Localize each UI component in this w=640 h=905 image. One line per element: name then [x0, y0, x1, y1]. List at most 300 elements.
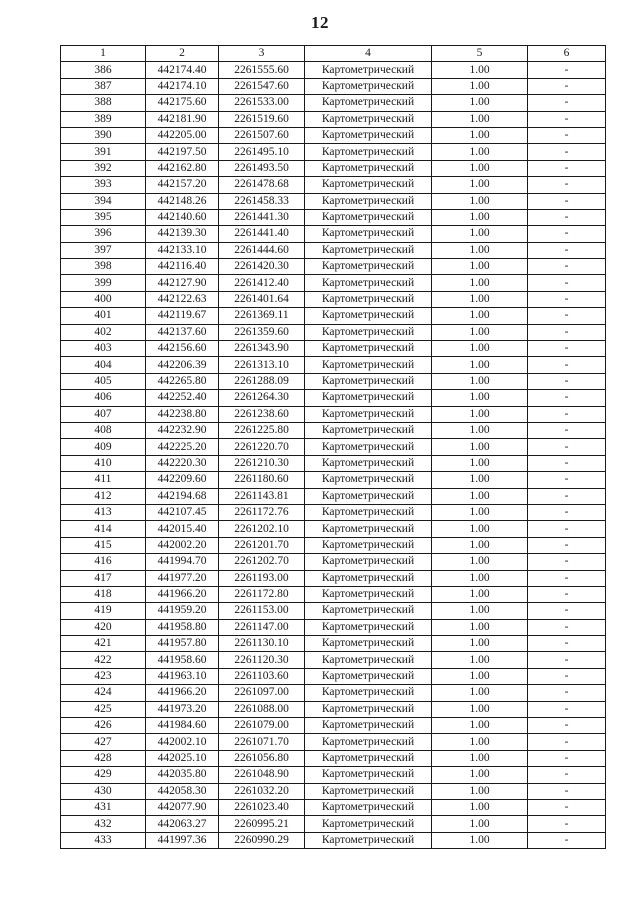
y-coordinate-cell: 2261493.50 — [219, 160, 305, 176]
accuracy-cell: 1.00 — [432, 390, 528, 406]
point-number-cell: 391 — [61, 144, 146, 160]
method-cell: Картометрический — [305, 111, 432, 127]
method-cell: Картометрический — [305, 718, 432, 734]
description-cell: - — [528, 422, 606, 438]
y-coordinate-cell: 2261507.60 — [219, 127, 305, 143]
method-cell: Картометрический — [305, 127, 432, 143]
table-row — [61, 603, 606, 619]
accuracy-cell: 1.00 — [432, 472, 528, 488]
method-cell: Картометрический — [305, 472, 432, 488]
x-coordinate-cell: 442116.40 — [146, 259, 219, 275]
description-cell: - — [528, 783, 606, 799]
x-coordinate-cell: 442194.68 — [146, 488, 219, 504]
x-coordinate-cell: 441984.60 — [146, 718, 219, 734]
method-cell: Картометрический — [305, 636, 432, 652]
table-row — [61, 160, 606, 176]
point-number-cell: 410 — [61, 455, 146, 471]
point-number-cell: 406 — [61, 390, 146, 406]
description-cell: - — [528, 816, 606, 832]
point-number-cell: 424 — [61, 685, 146, 701]
y-coordinate-cell: 2261519.60 — [219, 111, 305, 127]
point-number-cell: 416 — [61, 554, 146, 570]
point-number-cell: 395 — [61, 209, 146, 225]
description-cell: - — [528, 619, 606, 635]
point-number-cell: 403 — [61, 341, 146, 357]
y-coordinate-cell: 2261097.00 — [219, 685, 305, 701]
table-row — [61, 767, 606, 783]
x-coordinate-cell: 442252.40 — [146, 390, 219, 406]
method-cell: Картометрический — [305, 603, 432, 619]
accuracy-cell: 1.00 — [432, 78, 528, 94]
x-coordinate-cell: 442148.26 — [146, 193, 219, 209]
accuracy-cell: 1.00 — [432, 816, 528, 832]
description-cell: - — [528, 521, 606, 537]
x-coordinate-cell: 442157.20 — [146, 177, 219, 193]
point-number-cell: 414 — [61, 521, 146, 537]
table-row — [61, 783, 606, 799]
x-coordinate-cell: 442238.80 — [146, 406, 219, 422]
x-coordinate-cell: 441966.20 — [146, 685, 219, 701]
x-coordinate-cell: 442140.60 — [146, 209, 219, 225]
description-cell: - — [528, 488, 606, 504]
point-number-cell: 404 — [61, 357, 146, 373]
y-coordinate-cell: 2261172.76 — [219, 504, 305, 520]
y-coordinate-cell: 2261153.00 — [219, 603, 305, 619]
x-coordinate-cell: 442206.39 — [146, 357, 219, 373]
y-coordinate-cell: 2261202.70 — [219, 554, 305, 570]
accuracy-cell: 1.00 — [432, 652, 528, 668]
table-row — [61, 685, 606, 701]
table-row — [61, 472, 606, 488]
point-number-cell: 393 — [61, 177, 146, 193]
method-cell: Картометрический — [305, 406, 432, 422]
y-coordinate-cell: 2261103.60 — [219, 668, 305, 684]
y-coordinate-cell: 2261343.90 — [219, 341, 305, 357]
accuracy-cell: 1.00 — [432, 406, 528, 422]
point-number-cell: 423 — [61, 668, 146, 684]
method-cell: Картометрический — [305, 439, 432, 455]
accuracy-cell: 1.00 — [432, 291, 528, 307]
y-coordinate-cell: 2261420.30 — [219, 259, 305, 275]
method-cell: Картометрический — [305, 95, 432, 111]
description-cell: - — [528, 193, 606, 209]
description-cell: - — [528, 652, 606, 668]
x-coordinate-cell: 441958.80 — [146, 619, 219, 635]
method-cell: Картометрический — [305, 701, 432, 717]
table-row — [61, 439, 606, 455]
point-number-cell: 419 — [61, 603, 146, 619]
y-coordinate-cell: 2261143.81 — [219, 488, 305, 504]
y-coordinate-cell: 2261071.70 — [219, 734, 305, 750]
description-cell: - — [528, 127, 606, 143]
table-row — [61, 390, 606, 406]
description-cell: - — [528, 308, 606, 324]
point-number-cell: 415 — [61, 537, 146, 553]
description-cell: - — [528, 209, 606, 225]
accuracy-cell: 1.00 — [432, 144, 528, 160]
point-number-cell: 400 — [61, 291, 146, 307]
description-cell: - — [528, 472, 606, 488]
description-cell: - — [528, 62, 606, 78]
table-row — [61, 554, 606, 570]
y-coordinate-cell: 2261412.40 — [219, 275, 305, 291]
x-coordinate-cell: 442225.20 — [146, 439, 219, 455]
method-cell: Картометрический — [305, 144, 432, 160]
accuracy-cell: 1.00 — [432, 668, 528, 684]
description-cell: - — [528, 373, 606, 389]
accuracy-cell: 1.00 — [432, 685, 528, 701]
x-coordinate-cell: 442162.80 — [146, 160, 219, 176]
table-row — [61, 734, 606, 750]
method-cell: Картометрический — [305, 341, 432, 357]
accuracy-cell: 1.00 — [432, 586, 528, 602]
description-cell: - — [528, 390, 606, 406]
accuracy-cell: 1.00 — [432, 357, 528, 373]
y-coordinate-cell: 2260990.29 — [219, 832, 305, 848]
y-coordinate-cell: 2261533.00 — [219, 95, 305, 111]
description-cell: - — [528, 275, 606, 291]
table-row — [61, 62, 606, 78]
y-coordinate-cell: 2261201.70 — [219, 537, 305, 553]
accuracy-cell: 1.00 — [432, 95, 528, 111]
point-number-cell: 430 — [61, 783, 146, 799]
point-number-cell: 429 — [61, 767, 146, 783]
method-cell: Картометрический — [305, 373, 432, 389]
accuracy-cell: 1.00 — [432, 308, 528, 324]
y-coordinate-cell: 2261238.60 — [219, 406, 305, 422]
accuracy-cell: 1.00 — [432, 734, 528, 750]
table-row — [61, 226, 606, 242]
method-cell: Картометрический — [305, 570, 432, 586]
column-header-3: 3 — [219, 46, 305, 62]
point-number-cell: 397 — [61, 242, 146, 258]
method-cell: Картометрический — [305, 177, 432, 193]
method-cell: Картометрический — [305, 62, 432, 78]
point-number-cell: 422 — [61, 652, 146, 668]
description-cell: - — [528, 701, 606, 717]
x-coordinate-cell: 442174.40 — [146, 62, 219, 78]
table-row — [61, 357, 606, 373]
method-cell: Картометрический — [305, 160, 432, 176]
x-coordinate-cell: 442205.00 — [146, 127, 219, 143]
point-number-cell: 399 — [61, 275, 146, 291]
x-coordinate-cell: 442015.40 — [146, 521, 219, 537]
point-number-cell: 432 — [61, 816, 146, 832]
y-coordinate-cell: 2261458.33 — [219, 193, 305, 209]
table-row — [61, 832, 606, 848]
method-cell: Картометрический — [305, 226, 432, 242]
x-coordinate-cell: 442175.60 — [146, 95, 219, 111]
y-coordinate-cell: 2261495.10 — [219, 144, 305, 160]
point-number-cell: 412 — [61, 488, 146, 504]
x-coordinate-cell: 442265.80 — [146, 373, 219, 389]
x-coordinate-cell: 442035.80 — [146, 767, 219, 783]
table-row — [61, 78, 606, 94]
x-coordinate-cell: 442107.45 — [146, 504, 219, 520]
table-row — [61, 488, 606, 504]
x-coordinate-cell: 442181.90 — [146, 111, 219, 127]
x-coordinate-cell: 441994.70 — [146, 554, 219, 570]
y-coordinate-cell: 2261288.09 — [219, 373, 305, 389]
table-row — [61, 127, 606, 143]
x-coordinate-cell: 441977.20 — [146, 570, 219, 586]
x-coordinate-cell: 442025.10 — [146, 750, 219, 766]
x-coordinate-cell: 442174.10 — [146, 78, 219, 94]
method-cell: Картометрический — [305, 537, 432, 553]
point-number-cell: 390 — [61, 127, 146, 143]
method-cell: Картометрический — [305, 390, 432, 406]
x-coordinate-cell: 442063.27 — [146, 816, 219, 832]
method-cell: Картометрический — [305, 767, 432, 783]
description-cell: - — [528, 832, 606, 848]
x-coordinate-cell: 441997.36 — [146, 832, 219, 848]
description-cell: - — [528, 324, 606, 340]
y-coordinate-cell: 2261555.60 — [219, 62, 305, 78]
description-cell: - — [528, 111, 606, 127]
description-cell: - — [528, 455, 606, 471]
point-number-cell: 421 — [61, 636, 146, 652]
x-coordinate-cell: 441959.20 — [146, 603, 219, 619]
x-coordinate-cell: 442122.63 — [146, 291, 219, 307]
table-row — [61, 275, 606, 291]
accuracy-cell: 1.00 — [432, 718, 528, 734]
method-cell: Картометрический — [305, 259, 432, 275]
y-coordinate-cell: 2261220.70 — [219, 439, 305, 455]
y-coordinate-cell: 2261359.60 — [219, 324, 305, 340]
y-coordinate-cell: 2261023.40 — [219, 799, 305, 815]
description-cell: - — [528, 341, 606, 357]
accuracy-cell: 1.00 — [432, 62, 528, 78]
accuracy-cell: 1.00 — [432, 209, 528, 225]
table-row — [61, 209, 606, 225]
table-row — [61, 537, 606, 553]
y-coordinate-cell: 2261172.80 — [219, 586, 305, 602]
x-coordinate-cell: 442139.30 — [146, 226, 219, 242]
point-number-cell: 407 — [61, 406, 146, 422]
x-coordinate-cell: 441958.60 — [146, 652, 219, 668]
accuracy-cell: 1.00 — [432, 570, 528, 586]
method-cell: Картометрический — [305, 291, 432, 307]
description-cell: - — [528, 259, 606, 275]
table-header-row — [61, 46, 606, 62]
table-row — [61, 718, 606, 734]
description-cell: - — [528, 439, 606, 455]
point-number-cell: 401 — [61, 308, 146, 324]
x-coordinate-cell: 442232.90 — [146, 422, 219, 438]
point-number-cell: 387 — [61, 78, 146, 94]
table-row — [61, 95, 606, 111]
description-cell: - — [528, 554, 606, 570]
method-cell: Картометрический — [305, 78, 432, 94]
description-cell: - — [528, 144, 606, 160]
x-coordinate-cell: 442197.50 — [146, 144, 219, 160]
table-row — [61, 341, 606, 357]
table-row — [61, 570, 606, 586]
table-body — [61, 62, 606, 849]
y-coordinate-cell: 2261193.00 — [219, 570, 305, 586]
y-coordinate-cell: 2260995.21 — [219, 816, 305, 832]
table-row — [61, 324, 606, 340]
y-coordinate-cell: 2261120.30 — [219, 652, 305, 668]
method-cell: Картометрический — [305, 193, 432, 209]
accuracy-cell: 1.00 — [432, 324, 528, 340]
description-cell: - — [528, 537, 606, 553]
table-row — [61, 291, 606, 307]
y-coordinate-cell: 2261147.00 — [219, 619, 305, 635]
method-cell: Картометрический — [305, 357, 432, 373]
x-coordinate-cell: 442077.90 — [146, 799, 219, 815]
y-coordinate-cell: 2261478.68 — [219, 177, 305, 193]
point-number-cell: 431 — [61, 799, 146, 815]
method-cell: Картометрический — [305, 455, 432, 471]
method-cell: Картометрический — [305, 783, 432, 799]
table-row — [61, 308, 606, 324]
table-row — [61, 799, 606, 815]
method-cell: Картометрический — [305, 734, 432, 750]
accuracy-cell: 1.00 — [432, 603, 528, 619]
x-coordinate-cell: 442220.30 — [146, 455, 219, 471]
description-cell: - — [528, 406, 606, 422]
point-number-cell: 409 — [61, 439, 146, 455]
description-cell: - — [528, 586, 606, 602]
accuracy-cell: 1.00 — [432, 373, 528, 389]
accuracy-cell: 1.00 — [432, 226, 528, 242]
description-cell: - — [528, 668, 606, 684]
point-number-cell: 388 — [61, 95, 146, 111]
y-coordinate-cell: 2261264.30 — [219, 390, 305, 406]
y-coordinate-cell: 2261444.60 — [219, 242, 305, 258]
description-cell: - — [528, 504, 606, 520]
accuracy-cell: 1.00 — [432, 439, 528, 455]
column-header-2: 2 — [146, 46, 219, 62]
description-cell: - — [528, 226, 606, 242]
accuracy-cell: 1.00 — [432, 504, 528, 520]
column-header-1: 1 — [61, 46, 146, 62]
table-row — [61, 652, 606, 668]
table-row — [61, 455, 606, 471]
accuracy-cell: 1.00 — [432, 422, 528, 438]
x-coordinate-cell: 442209.60 — [146, 472, 219, 488]
point-number-cell: 394 — [61, 193, 146, 209]
table-row — [61, 636, 606, 652]
x-coordinate-cell: 442137.60 — [146, 324, 219, 340]
method-cell: Картометрический — [305, 799, 432, 815]
point-number-cell: 420 — [61, 619, 146, 635]
y-coordinate-cell: 2261547.60 — [219, 78, 305, 94]
table-row — [61, 521, 606, 537]
y-coordinate-cell: 2261401.64 — [219, 291, 305, 307]
description-cell: - — [528, 160, 606, 176]
accuracy-cell: 1.00 — [432, 521, 528, 537]
accuracy-cell: 1.00 — [432, 127, 528, 143]
y-coordinate-cell: 2261056.80 — [219, 750, 305, 766]
table-row — [61, 193, 606, 209]
point-number-cell: 413 — [61, 504, 146, 520]
method-cell: Картометрический — [305, 652, 432, 668]
description-cell: - — [528, 603, 606, 619]
table-row — [61, 373, 606, 389]
y-coordinate-cell: 2261180.60 — [219, 472, 305, 488]
description-cell: - — [528, 78, 606, 94]
table-row — [61, 668, 606, 684]
column-header-6: 6 — [528, 46, 606, 62]
method-cell: Картометрический — [305, 324, 432, 340]
accuracy-cell: 1.00 — [432, 455, 528, 471]
y-coordinate-cell: 2261032.20 — [219, 783, 305, 799]
method-cell: Картометрический — [305, 586, 432, 602]
description-cell: - — [528, 242, 606, 258]
y-coordinate-cell: 2261441.30 — [219, 209, 305, 225]
accuracy-cell: 1.00 — [432, 193, 528, 209]
accuracy-cell: 1.00 — [432, 242, 528, 258]
accuracy-cell: 1.00 — [432, 554, 528, 570]
method-cell: Картометрический — [305, 832, 432, 848]
accuracy-cell: 1.00 — [432, 767, 528, 783]
table-row — [61, 144, 606, 160]
method-cell: Картометрический — [305, 242, 432, 258]
point-number-cell: 425 — [61, 701, 146, 717]
description-cell: - — [528, 750, 606, 766]
method-cell: Картометрический — [305, 209, 432, 225]
point-number-cell: 427 — [61, 734, 146, 750]
accuracy-cell: 1.00 — [432, 636, 528, 652]
method-cell: Картометрический — [305, 308, 432, 324]
x-coordinate-cell: 441973.20 — [146, 701, 219, 717]
accuracy-cell: 1.00 — [432, 832, 528, 848]
column-header-5: 5 — [432, 46, 528, 62]
point-number-cell: 398 — [61, 259, 146, 275]
table-row — [61, 177, 606, 193]
table-row — [61, 619, 606, 635]
point-number-cell: 428 — [61, 750, 146, 766]
accuracy-cell: 1.00 — [432, 111, 528, 127]
point-number-cell: 396 — [61, 226, 146, 242]
description-cell: - — [528, 799, 606, 815]
method-cell: Картометрический — [305, 275, 432, 291]
y-coordinate-cell: 2261130.10 — [219, 636, 305, 652]
accuracy-cell: 1.00 — [432, 275, 528, 291]
x-coordinate-cell: 442058.30 — [146, 783, 219, 799]
accuracy-cell: 1.00 — [432, 537, 528, 553]
accuracy-cell: 1.00 — [432, 750, 528, 766]
point-number-cell: 392 — [61, 160, 146, 176]
point-number-cell: 411 — [61, 472, 146, 488]
x-coordinate-cell: 441966.20 — [146, 586, 219, 602]
method-cell: Картометрический — [305, 488, 432, 504]
point-number-cell: 433 — [61, 832, 146, 848]
y-coordinate-cell: 2261079.00 — [219, 718, 305, 734]
accuracy-cell: 1.00 — [432, 259, 528, 275]
point-number-cell: 405 — [61, 373, 146, 389]
point-number-cell: 389 — [61, 111, 146, 127]
method-cell: Картометрический — [305, 619, 432, 635]
accuracy-cell: 1.00 — [432, 783, 528, 799]
method-cell: Картометрический — [305, 750, 432, 766]
description-cell: - — [528, 685, 606, 701]
x-coordinate-cell: 441957.80 — [146, 636, 219, 652]
y-coordinate-cell: 2261210.30 — [219, 455, 305, 471]
method-cell: Картометрический — [305, 521, 432, 537]
table-row — [61, 242, 606, 258]
x-coordinate-cell: 442156.60 — [146, 341, 219, 357]
x-coordinate-cell: 442119.67 — [146, 308, 219, 324]
y-coordinate-cell: 2261369.11 — [219, 308, 305, 324]
x-coordinate-cell: 442127.90 — [146, 275, 219, 291]
method-cell: Картометрический — [305, 816, 432, 832]
y-coordinate-cell: 2261048.90 — [219, 767, 305, 783]
description-cell: - — [528, 177, 606, 193]
x-coordinate-cell: 441963.10 — [146, 668, 219, 684]
